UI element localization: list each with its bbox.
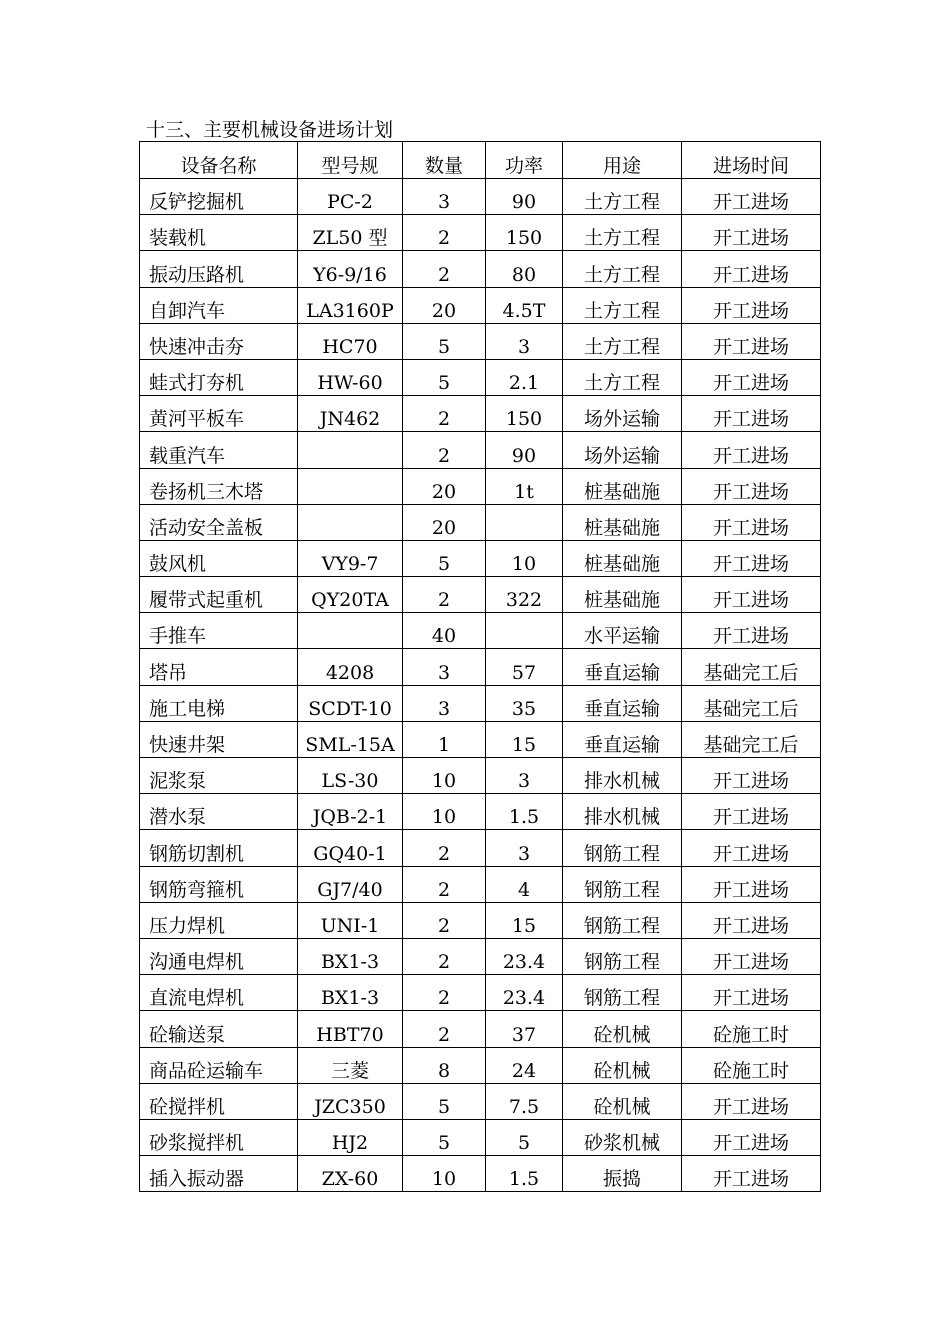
cell-usage: 土方工程 [563, 359, 682, 395]
cell-power [486, 613, 563, 649]
cell-model: HC70 [298, 323, 403, 359]
cell-model: QY20TA [298, 577, 403, 613]
cell-quantity: 1 [403, 721, 486, 757]
table-row [140, 540, 821, 576]
column-header-usage: 用途 [563, 142, 682, 179]
table-row [140, 758, 821, 794]
cell-power: 1t [486, 468, 563, 504]
cell-power: 4 [486, 866, 563, 902]
cell-model: JZC350 [298, 1083, 403, 1119]
cell-name: 鼓风机 [140, 540, 298, 576]
cell-name: 施工电梯 [140, 685, 298, 721]
cell-power: 10 [486, 540, 563, 576]
cell-entry-time: 基础完工后 [682, 721, 821, 757]
cell-entry-time: 开工进场 [682, 323, 821, 359]
cell-entry-time: 基础完工后 [682, 685, 821, 721]
cell-power: 1.5 [486, 794, 563, 830]
cell-entry-time: 开工进场 [682, 1083, 821, 1119]
cell-entry-time: 开工进场 [682, 396, 821, 432]
cell-model [298, 504, 403, 540]
cell-power: 57 [486, 649, 563, 685]
cell-quantity: 2 [403, 975, 486, 1011]
cell-usage: 垂直运输 [563, 649, 682, 685]
cell-quantity: 2 [403, 577, 486, 613]
cell-quantity: 8 [403, 1047, 486, 1083]
table-row [140, 396, 821, 432]
cell-entry-time: 开工进场 [682, 613, 821, 649]
cell-power: 80 [486, 251, 563, 287]
cell-power: 15 [486, 902, 563, 938]
cell-quantity: 5 [403, 1083, 486, 1119]
cell-usage: 振捣 [563, 1156, 682, 1192]
table-row [140, 613, 821, 649]
cell-power: 5 [486, 1119, 563, 1155]
cell-power: 35 [486, 685, 563, 721]
table-row [140, 866, 821, 902]
cell-quantity: 10 [403, 1156, 486, 1192]
column-header-power: 功率 [486, 142, 563, 179]
cell-name: 压力焊机 [140, 902, 298, 938]
cell-quantity: 2 [403, 251, 486, 287]
cell-usage: 垂直运输 [563, 721, 682, 757]
cell-entry-time: 开工进场 [682, 830, 821, 866]
column-header-name: 设备名称 [140, 142, 298, 179]
cell-power: 23.4 [486, 938, 563, 974]
cell-power: 24 [486, 1047, 563, 1083]
cell-model: Y6-9/16 [298, 251, 403, 287]
column-header-model: 型号规 [298, 142, 403, 179]
cell-name: 砼搅拌机 [140, 1083, 298, 1119]
cell-name: 插入振动器 [140, 1156, 298, 1192]
table-row [140, 179, 821, 215]
cell-quantity: 5 [403, 323, 486, 359]
cell-entry-time: 砼施工时 [682, 1011, 821, 1047]
cell-usage: 桩基础施 [563, 577, 682, 613]
table-row [140, 359, 821, 395]
table-row [140, 468, 821, 504]
cell-usage: 垂直运输 [563, 685, 682, 721]
cell-entry-time: 砼施工时 [682, 1047, 821, 1083]
cell-power: 7.5 [486, 1083, 563, 1119]
cell-usage: 桩基础施 [563, 468, 682, 504]
cell-usage: 排水机械 [563, 794, 682, 830]
cell-name: 手推车 [140, 613, 298, 649]
page-title: 十三、主要机械设备进场计划 [146, 119, 394, 141]
cell-usage: 桩基础施 [563, 540, 682, 576]
cell-power: 23.4 [486, 975, 563, 1011]
cell-entry-time: 开工进场 [682, 287, 821, 323]
table-header-row [140, 142, 821, 179]
cell-quantity: 3 [403, 649, 486, 685]
cell-power: 90 [486, 432, 563, 468]
cell-model: UNI-1 [298, 902, 403, 938]
cell-quantity: 3 [403, 179, 486, 215]
cell-quantity: 20 [403, 468, 486, 504]
cell-usage: 砼机械 [563, 1011, 682, 1047]
cell-entry-time: 开工进场 [682, 215, 821, 251]
cell-entry-time: 开工进场 [682, 359, 821, 395]
cell-name: 装载机 [140, 215, 298, 251]
cell-model: ZX-60 [298, 1156, 403, 1192]
cell-quantity: 2 [403, 1011, 486, 1047]
column-header-quantity: 数量 [403, 142, 486, 179]
cell-usage: 土方工程 [563, 215, 682, 251]
cell-quantity: 2 [403, 938, 486, 974]
table-row [140, 251, 821, 287]
cell-entry-time: 开工进场 [682, 938, 821, 974]
cell-quantity: 10 [403, 758, 486, 794]
cell-model: PC-2 [298, 179, 403, 215]
cell-quantity: 2 [403, 866, 486, 902]
cell-usage: 场外运输 [563, 432, 682, 468]
table-row [140, 1156, 821, 1192]
cell-power: 150 [486, 396, 563, 432]
cell-name: 砂浆搅拌机 [140, 1119, 298, 1155]
cell-model: JN462 [298, 396, 403, 432]
cell-entry-time: 开工进场 [682, 866, 821, 902]
cell-name: 沟通电焊机 [140, 938, 298, 974]
cell-quantity: 20 [403, 287, 486, 323]
cell-name: 钢筋切割机 [140, 830, 298, 866]
cell-usage: 砼机械 [563, 1083, 682, 1119]
cell-model: LS-30 [298, 758, 403, 794]
cell-entry-time: 开工进场 [682, 1156, 821, 1192]
cell-entry-time: 基础完工后 [682, 649, 821, 685]
cell-name: 泥浆泵 [140, 758, 298, 794]
cell-usage: 钢筋工程 [563, 902, 682, 938]
table-row [140, 794, 821, 830]
cell-power: 2.1 [486, 359, 563, 395]
cell-name: 自卸汽车 [140, 287, 298, 323]
cell-model [298, 432, 403, 468]
cell-model: 三菱 [298, 1047, 403, 1083]
table-row [140, 287, 821, 323]
cell-usage: 砂浆机械 [563, 1119, 682, 1155]
cell-entry-time: 开工进场 [682, 504, 821, 540]
cell-name: 活动安全盖板 [140, 504, 298, 540]
cell-quantity: 5 [403, 359, 486, 395]
table-row [140, 215, 821, 251]
cell-name: 直流电焊机 [140, 975, 298, 1011]
cell-power: 1.5 [486, 1156, 563, 1192]
cell-quantity: 5 [403, 1119, 486, 1155]
cell-name: 卷扬机三木塔 [140, 468, 298, 504]
cell-quantity: 2 [403, 432, 486, 468]
cell-model: GQ40-1 [298, 830, 403, 866]
cell-power [486, 504, 563, 540]
table-row [140, 938, 821, 974]
cell-power: 150 [486, 215, 563, 251]
cell-quantity: 2 [403, 215, 486, 251]
cell-entry-time: 开工进场 [682, 902, 821, 938]
cell-quantity: 2 [403, 396, 486, 432]
cell-entry-time: 开工进场 [682, 758, 821, 794]
table-row [140, 830, 821, 866]
table-row [140, 432, 821, 468]
cell-model: SML-15A [298, 721, 403, 757]
cell-power: 37 [486, 1011, 563, 1047]
cell-quantity: 2 [403, 902, 486, 938]
cell-name: 塔吊 [140, 649, 298, 685]
cell-model: HBT70 [298, 1011, 403, 1047]
table-row [140, 902, 821, 938]
cell-quantity: 20 [403, 504, 486, 540]
cell-usage: 砼机械 [563, 1047, 682, 1083]
cell-quantity: 10 [403, 794, 486, 830]
cell-quantity: 3 [403, 685, 486, 721]
cell-entry-time: 开工进场 [682, 794, 821, 830]
cell-usage: 钢筋工程 [563, 830, 682, 866]
cell-entry-time: 开工进场 [682, 251, 821, 287]
cell-power: 3 [486, 830, 563, 866]
cell-entry-time: 开工进场 [682, 577, 821, 613]
cell-usage: 水平运输 [563, 613, 682, 649]
cell-entry-time: 开工进场 [682, 540, 821, 576]
cell-name: 商品砼运输车 [140, 1047, 298, 1083]
table-row [140, 1083, 821, 1119]
table-row [140, 685, 821, 721]
cell-model: VY9-7 [298, 540, 403, 576]
cell-model: BX1-3 [298, 975, 403, 1011]
cell-name: 砼输送泵 [140, 1011, 298, 1047]
cell-name: 振动压路机 [140, 251, 298, 287]
cell-model: HW-60 [298, 359, 403, 395]
cell-usage: 桩基础施 [563, 504, 682, 540]
cell-quantity: 2 [403, 830, 486, 866]
cell-model [298, 468, 403, 504]
cell-name: 反铲挖掘机 [140, 179, 298, 215]
table-row [140, 975, 821, 1011]
cell-usage: 土方工程 [563, 287, 682, 323]
cell-name: 蛙式打夯机 [140, 359, 298, 395]
cell-usage: 排水机械 [563, 758, 682, 794]
cell-usage: 钢筋工程 [563, 866, 682, 902]
column-header-entry-time: 进场时间 [682, 142, 821, 179]
cell-model: GJ7/40 [298, 866, 403, 902]
cell-power: 4.5T [486, 287, 563, 323]
cell-entry-time: 开工进场 [682, 468, 821, 504]
cell-name: 潜水泵 [140, 794, 298, 830]
cell-name: 钢筋弯箍机 [140, 866, 298, 902]
cell-entry-time: 开工进场 [682, 975, 821, 1011]
table-row [140, 649, 821, 685]
table-row [140, 721, 821, 757]
cell-power: 322 [486, 577, 563, 613]
cell-usage: 场外运输 [563, 396, 682, 432]
cell-model: JQB-2-1 [298, 794, 403, 830]
cell-name: 快速井架 [140, 721, 298, 757]
equipment-table [139, 141, 821, 1192]
table-row [140, 1119, 821, 1155]
table-row [140, 504, 821, 540]
cell-quantity: 5 [403, 540, 486, 576]
cell-model [298, 613, 403, 649]
cell-quantity: 40 [403, 613, 486, 649]
cell-power: 3 [486, 758, 563, 794]
cell-entry-time: 开工进场 [682, 432, 821, 468]
cell-name: 载重汽车 [140, 432, 298, 468]
cell-entry-time: 开工进场 [682, 1119, 821, 1155]
cell-model: ZL50 型 [298, 215, 403, 251]
table-row [140, 1047, 821, 1083]
cell-model: BX1-3 [298, 938, 403, 974]
cell-model: SCDT-10 [298, 685, 403, 721]
cell-model: 4208 [298, 649, 403, 685]
cell-usage: 土方工程 [563, 179, 682, 215]
cell-power: 3 [486, 323, 563, 359]
table-row [140, 1011, 821, 1047]
cell-name: 快速冲击夯 [140, 323, 298, 359]
cell-entry-time: 开工进场 [682, 179, 821, 215]
table-row [140, 577, 821, 613]
cell-usage: 土方工程 [563, 323, 682, 359]
cell-name: 黄河平板车 [140, 396, 298, 432]
equipment-table-body [140, 142, 821, 1192]
cell-model: LA3160P [298, 287, 403, 323]
cell-model: HJ2 [298, 1119, 403, 1155]
cell-usage: 土方工程 [563, 251, 682, 287]
cell-usage: 钢筋工程 [563, 975, 682, 1011]
cell-usage: 钢筋工程 [563, 938, 682, 974]
cell-name: 履带式起重机 [140, 577, 298, 613]
table-row [140, 323, 821, 359]
cell-power: 15 [486, 721, 563, 757]
cell-power: 90 [486, 179, 563, 215]
